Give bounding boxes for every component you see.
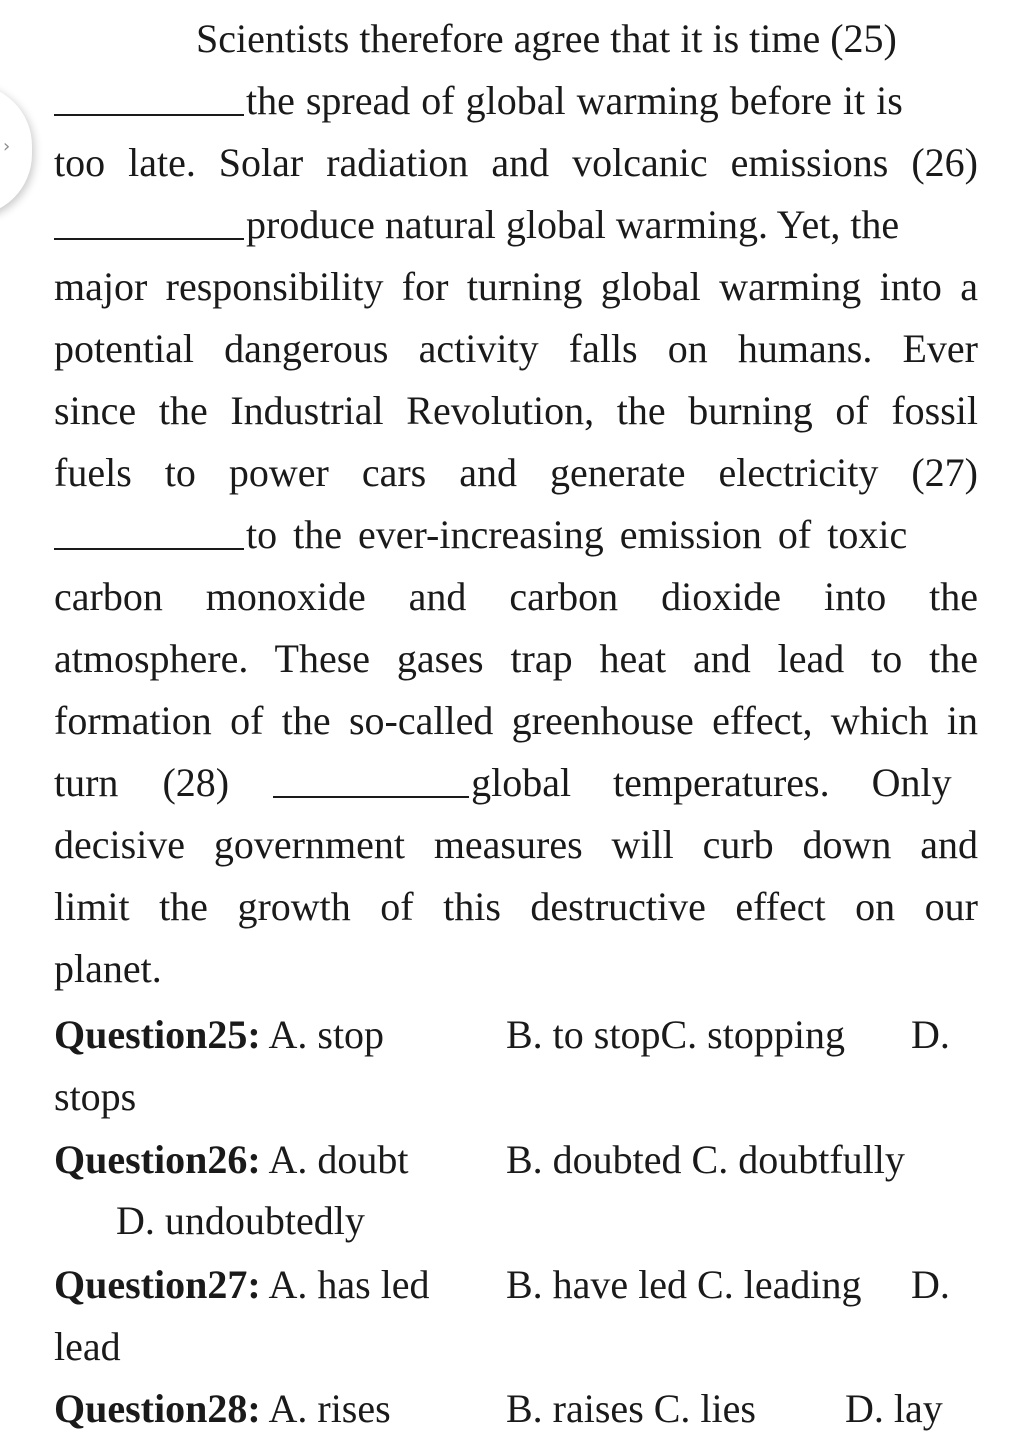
option-d-text[interactable]: lead [54, 1324, 121, 1369]
passage-line: potential dangerous activity falls on humans. Ever [54, 326, 978, 371]
option-d[interactable]: D. [911, 1262, 950, 1307]
passage-line: produce natural global warming. Yet, the [54, 194, 978, 256]
option-b-c[interactable]: B. have led C. leading [506, 1262, 862, 1307]
option-d-text[interactable]: stops [54, 1074, 137, 1119]
passage-line: limit the growth of this destructive effect on our [54, 884, 978, 929]
passage-line: since the Industrial Revolution, the burning of fossil [54, 388, 978, 433]
answer-blank-28[interactable] [273, 756, 469, 798]
question-label: Question27: [54, 1262, 261, 1307]
passage-line: to the ever-increasing emission of toxic [54, 504, 978, 566]
option-d[interactable]: D. lay [845, 1386, 943, 1431]
page-side-tab[interactable] [0, 84, 32, 216]
option-a[interactable]: A. has led [268, 1262, 430, 1307]
option-b-c[interactable]: B. to stopC. stopping [506, 1012, 845, 1057]
passage-line: fuels to power cars and generate electricity (27) [54, 450, 978, 495]
chevron-right-icon: › [3, 136, 11, 157]
option-a[interactable]: A. stop [268, 1012, 385, 1057]
question-label: Question25: [54, 1012, 261, 1057]
question-label: Question26: [54, 1137, 261, 1182]
passage-line: decisive government measures will curb down and [54, 822, 978, 867]
passage-line: Scientists therefore agree that it is time (25) [196, 16, 897, 61]
passage-line: turn (28) global temperatures. Only [54, 752, 978, 814]
option-d[interactable]: D. undoubtedly [116, 1198, 365, 1243]
passage-line: too late. Solar radiation and volcanic emissions (26) [54, 140, 978, 185]
passage-line: atmosphere. These gases trap heat and lead to the [54, 636, 978, 681]
option-a[interactable]: A. doubt [268, 1137, 409, 1182]
passage-line: planet. [54, 946, 162, 991]
answer-blank-26[interactable] [54, 198, 244, 240]
option-d[interactable]: D. [911, 1012, 950, 1057]
passage-line: major responsibility for turning global warming into a [54, 264, 978, 309]
option-b-c[interactable]: B. raises C. lies [506, 1386, 756, 1431]
passage-line: formation of the so-called greenhouse effect, which in [54, 698, 978, 743]
answer-blank-27[interactable] [54, 508, 244, 550]
question-label: Question28: [54, 1386, 261, 1431]
option-a[interactable]: A. rises [268, 1386, 391, 1431]
option-b-c[interactable]: B. doubted C. doubtfully [506, 1137, 905, 1182]
passage-line: the spread of global warming before it is [54, 70, 978, 132]
answer-blank-25[interactable] [54, 74, 244, 116]
passage-line: carbon monoxide and carbon dioxide into the [54, 574, 978, 619]
